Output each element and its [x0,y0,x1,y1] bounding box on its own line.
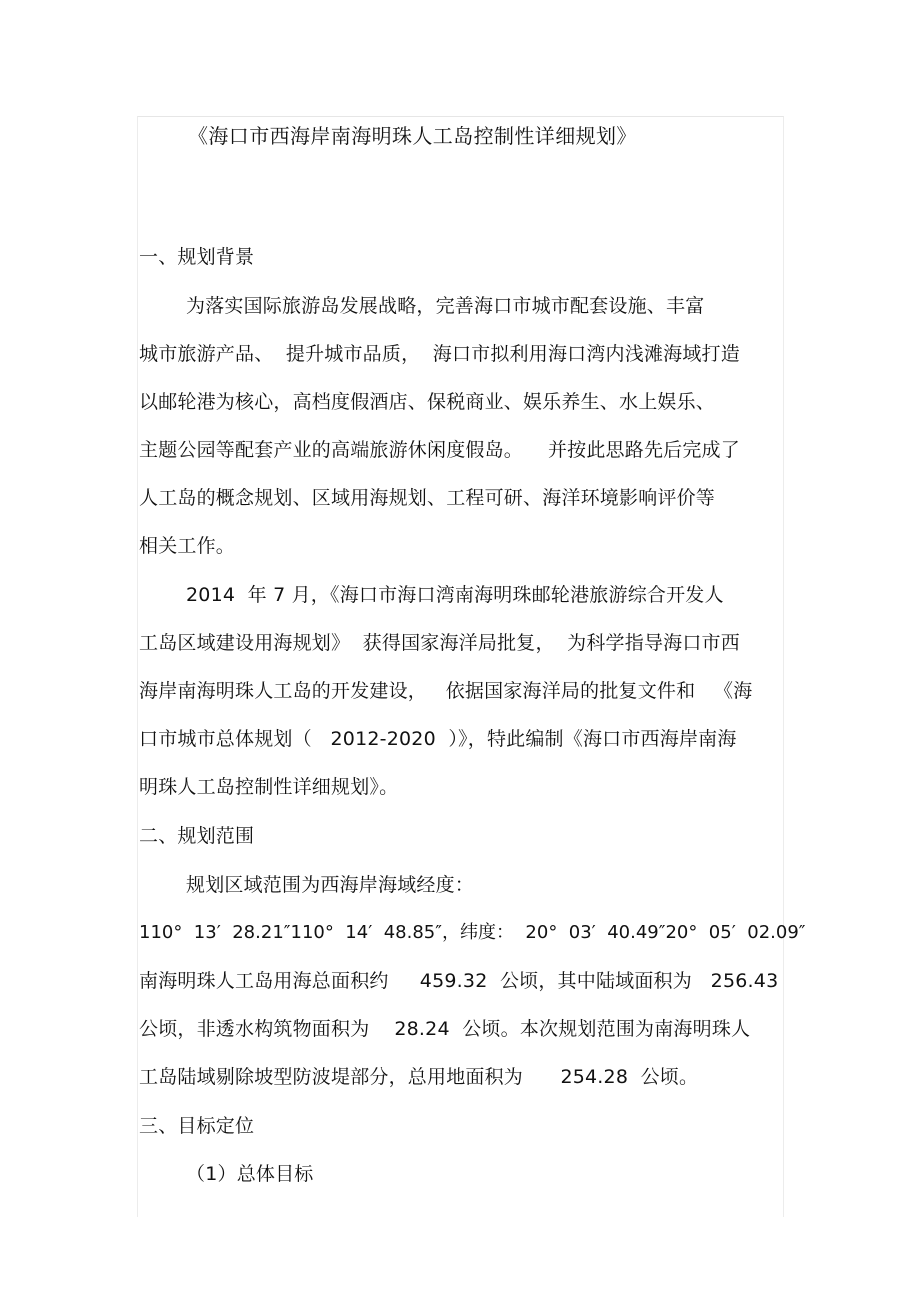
page-frame [137,116,784,1217]
paragraph-line: 海岸南海明珠人工岛的开发建设， 依据国家海洋局的批复文件和 《海 [139,680,753,702]
paragraph-line: 南海明珠人工岛用海总面积约 459.32 公顷，其中陆域面积为 256.43 [139,970,779,992]
coordinates-line: 110° 13′ 28.21″110° 14′ 48.85″，纬度： 20° 03′ 40.49″20° 05′ 02.09″ [139,922,806,943]
paragraph-line: 明珠人工岛控制性详细规划》。 [139,776,399,798]
paragraph-line: 2014 年 7 月，《海口市海口湾南海明珠邮轮港旅游综合开发人 [186,584,724,606]
paragraph-line: 规划区域范围为西海岸海域经度： [186,874,475,896]
paragraph-line: 工岛陆域剔除坡型防波堤部分，总用地面积为 254.28 公顷。 [139,1066,699,1088]
paragraph-line: 相关工作。 [139,535,236,557]
paragraph-line: 公顷，非透水构筑物面积为 28.24 公顷。本次规划范围为南海明珠人 [139,1018,751,1040]
subheading-overall-goal: （1）总体目标 [186,1163,314,1185]
section-heading-goals: 三、目标定位 [139,1115,255,1137]
paragraph-line: 为落实国际旅游岛发展战略，完善海口市城市配套设施、丰富 [186,295,705,317]
document-title: 《海口市西海岸南海明珠人工岛控制性详细规划》 [188,124,637,148]
section-heading-background: 一、规划背景 [139,246,255,268]
paragraph-line: 人工岛的概念规划、区域用海规划、工程可研、海洋环境影响评价等 [139,487,716,509]
paragraph-line: 以邮轮港为核心，高档度假酒店、保税商业、娱乐养生、水上娱乐、 [139,391,716,413]
paragraph-line: 城市旅游产品、 提升城市品质， 海口市拟利用海口湾内浅滩海域打造 [139,343,740,365]
paragraph-line: 工岛区域建设用海规划》 获得国家海洋局批复， 为科学指导海口市西 [139,632,740,654]
section-heading-scope: 二、规划范围 [139,825,255,847]
paragraph-line: 口市城市总体规划（ 2012-2020 ）》，特此编制《海口市西海岸南海 [139,728,737,750]
paragraph-line: 主题公园等配套产业的高端旅游休闲度假岛。 并按此思路先后完成了 [139,439,740,461]
